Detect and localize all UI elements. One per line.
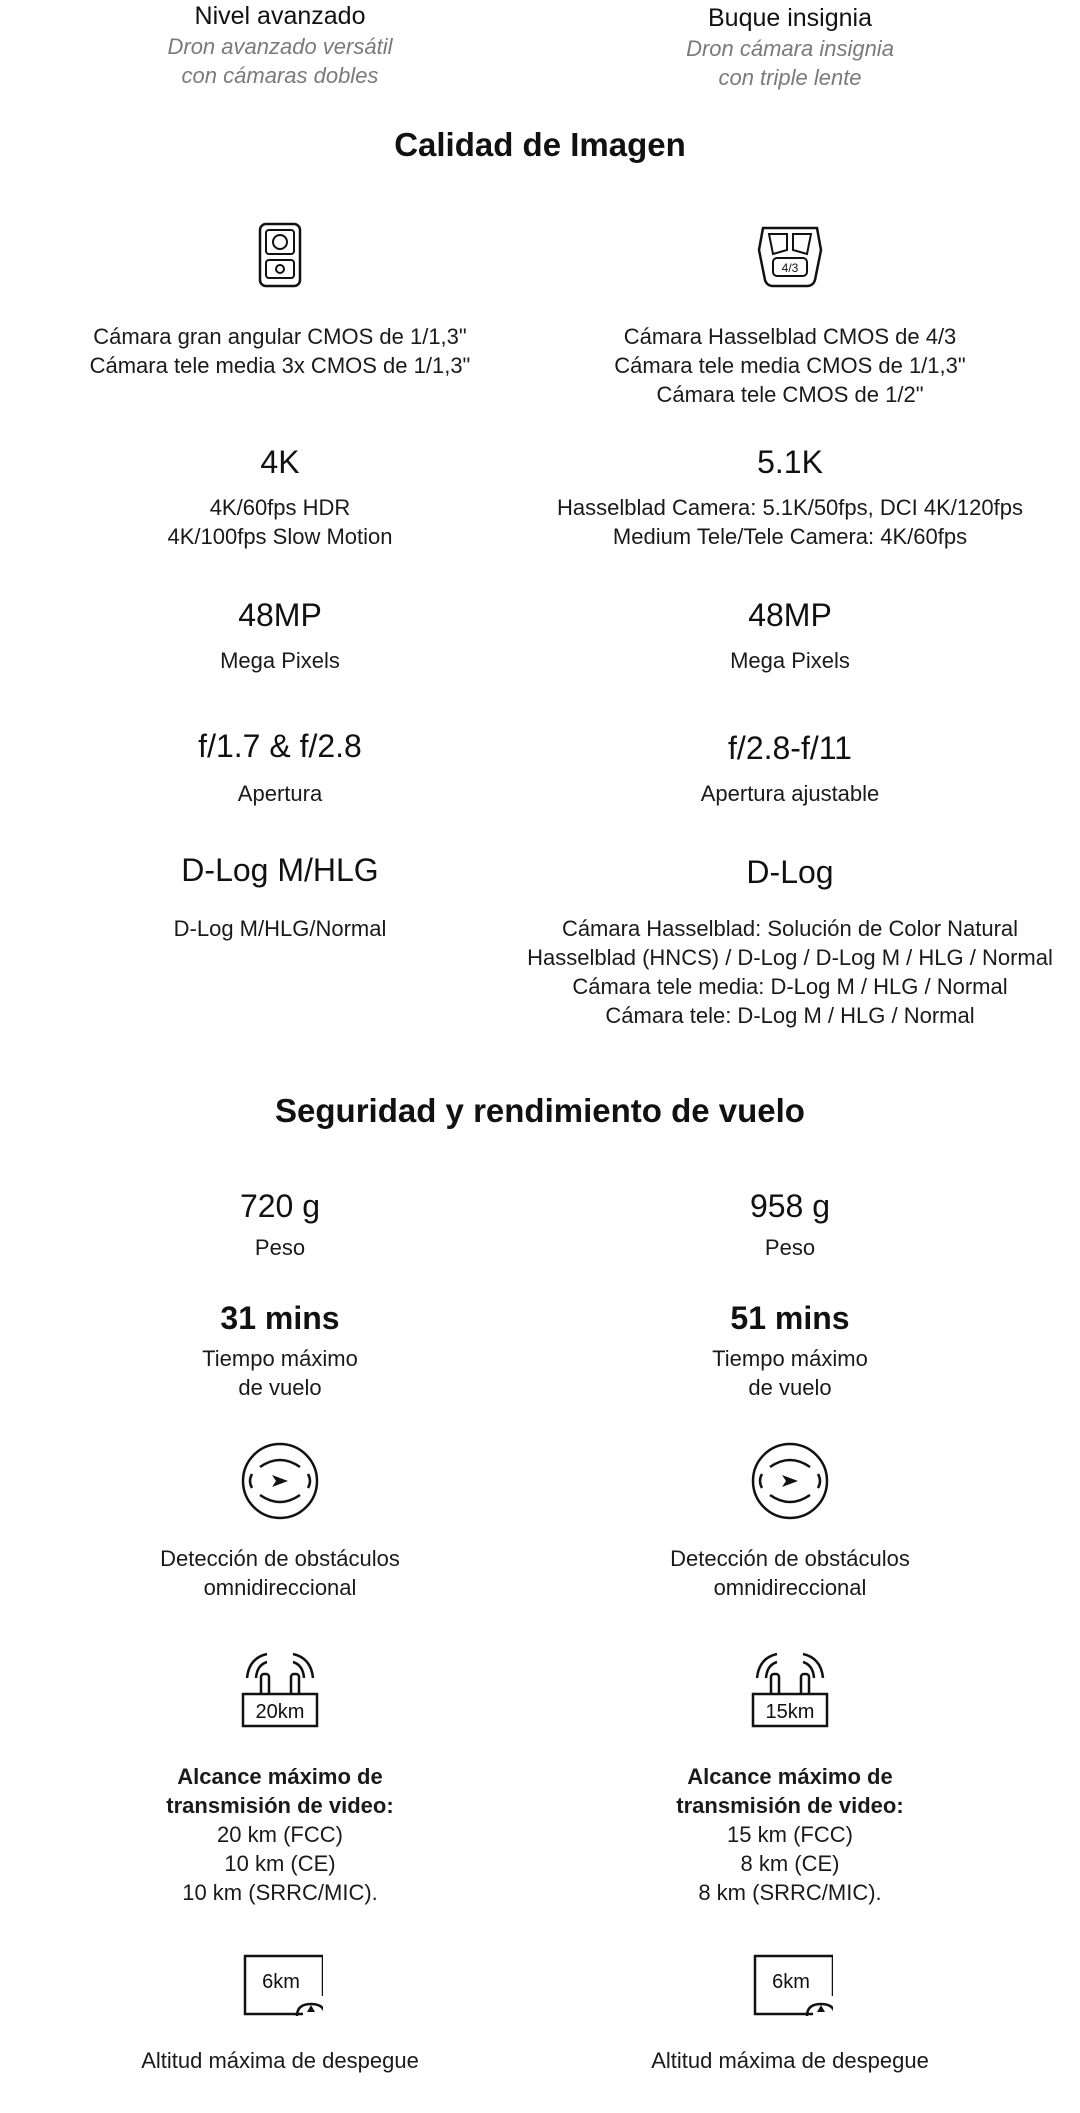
video-detail-2: Hasselblad Camera: 5.1K/50fps, DCI 4K/120fps Medium Tele/Tele Camera: 4K/60fps	[557, 495, 1023, 549]
aperture-2: f/2.8-f/11	[728, 730, 852, 766]
obstacle-label-1: Detección de obstáculos omnidireccional	[160, 1546, 400, 1600]
color-detail-1: D-Log M/HLG/Normal	[173, 916, 387, 941]
altitude-badge-1: 6km	[262, 1971, 300, 1993]
altitude-icon	[0, 1952, 560, 2024]
product-desc-2: Dron cámara insignia con triple lente	[686, 36, 894, 90]
range-values-2: 15 km (FCC) 8 km (CE) 8 km (SRRC/MIC).	[698, 1822, 882, 1905]
megapixels-label-2: Mega Pixels	[730, 648, 850, 673]
aperture-1: f/1.7 & f/2.8	[198, 728, 362, 764]
product-desc-1: Dron avanzado versátil con cámaras dobles	[167, 34, 393, 88]
flight-time-1: 31 mins	[220, 1300, 340, 1336]
dual-camera-icon	[0, 220, 560, 290]
obstacle-sensing-icon	[500, 1440, 1080, 1522]
camera-spec-1: Cámara gran angular CMOS de 1/1,3" Cámara tele media 3x CMOS de 1/1,3"	[89, 324, 471, 378]
flight-time-2: 51 mins	[730, 1300, 850, 1336]
altitude-label-1: Altitud máxima de despegue	[141, 2048, 419, 2073]
range-title-1: Alcance máximo de transmisión de video:	[166, 1764, 394, 1818]
transmission-range-icon	[0, 1648, 560, 1730]
section-title-flight: Seguridad y rendimiento de vuelo	[275, 1092, 805, 1129]
weight-2: 958 g	[749, 1188, 831, 1224]
color-profile-2: D-Log	[746, 854, 834, 890]
color-profile-1: D-Log M/HLG	[181, 852, 379, 888]
obstacle-sensing-icon	[0, 1440, 560, 1522]
weight-label-2: Peso	[764, 1235, 816, 1260]
weight-1: 720 g	[239, 1188, 321, 1224]
transmission-range-icon	[500, 1648, 1080, 1730]
obstacle-label-2: Detección de obstáculos omnidireccional	[670, 1546, 910, 1600]
section-title-image-quality: Calidad de Imagen	[394, 126, 686, 163]
range-values-1: 20 km (FCC) 10 km (CE) 10 km (SRRC/MIC).	[182, 1822, 378, 1905]
video-res-1: 4K	[260, 444, 300, 480]
video-detail-1: 4K/60fps HDR 4K/100fps Slow Motion	[167, 495, 393, 549]
aperture-label-2: Apertura ajustable	[700, 781, 880, 806]
aperture-label-1: Apertura	[237, 781, 323, 806]
flight-time-label-1: Tiempo máximo de vuelo	[202, 1346, 358, 1400]
range-badge-2: 15km	[765, 1701, 815, 1723]
product-name-1: Nivel avanzado	[194, 2, 366, 30]
color-detail-2: Cámara Hasselblad: Solución de Color Natural Hasselblad (HNCS) / D-Log / D-Log M / HLG / Normal Cámara tele media: D-Log M / HLG / Normal Cámara tele: D-Log M / HLG / Normal	[527, 916, 1053, 1028]
range-badge-1: 20km	[255, 1701, 305, 1723]
range-title-2: Alcance máximo de transmisión de video:	[676, 1764, 904, 1818]
altitude-icon	[500, 1952, 1080, 2024]
triple-camera-icon	[500, 220, 1080, 290]
camera-badge-label: 4/3	[781, 261, 799, 275]
megapixels-1: 48MP	[238, 597, 322, 633]
camera-spec-2: Cámara Hasselblad CMOS de 4/3 Cámara tele media CMOS de 1/1,3" Cámara tele CMOS de 1/2"	[614, 324, 966, 407]
video-res-2: 5.1K	[757, 444, 823, 480]
megapixels-label-1: Mega Pixels	[220, 648, 340, 673]
product-name-2: Buque insignia	[707, 4, 872, 32]
weight-label-1: Peso	[254, 1235, 306, 1260]
flight-time-label-2: Tiempo máximo de vuelo	[712, 1346, 868, 1400]
altitude-badge-2: 6km	[772, 1971, 810, 1993]
megapixels-2: 48MP	[748, 597, 832, 633]
altitude-label-2: Altitud máxima de despegue	[651, 2048, 929, 2073]
